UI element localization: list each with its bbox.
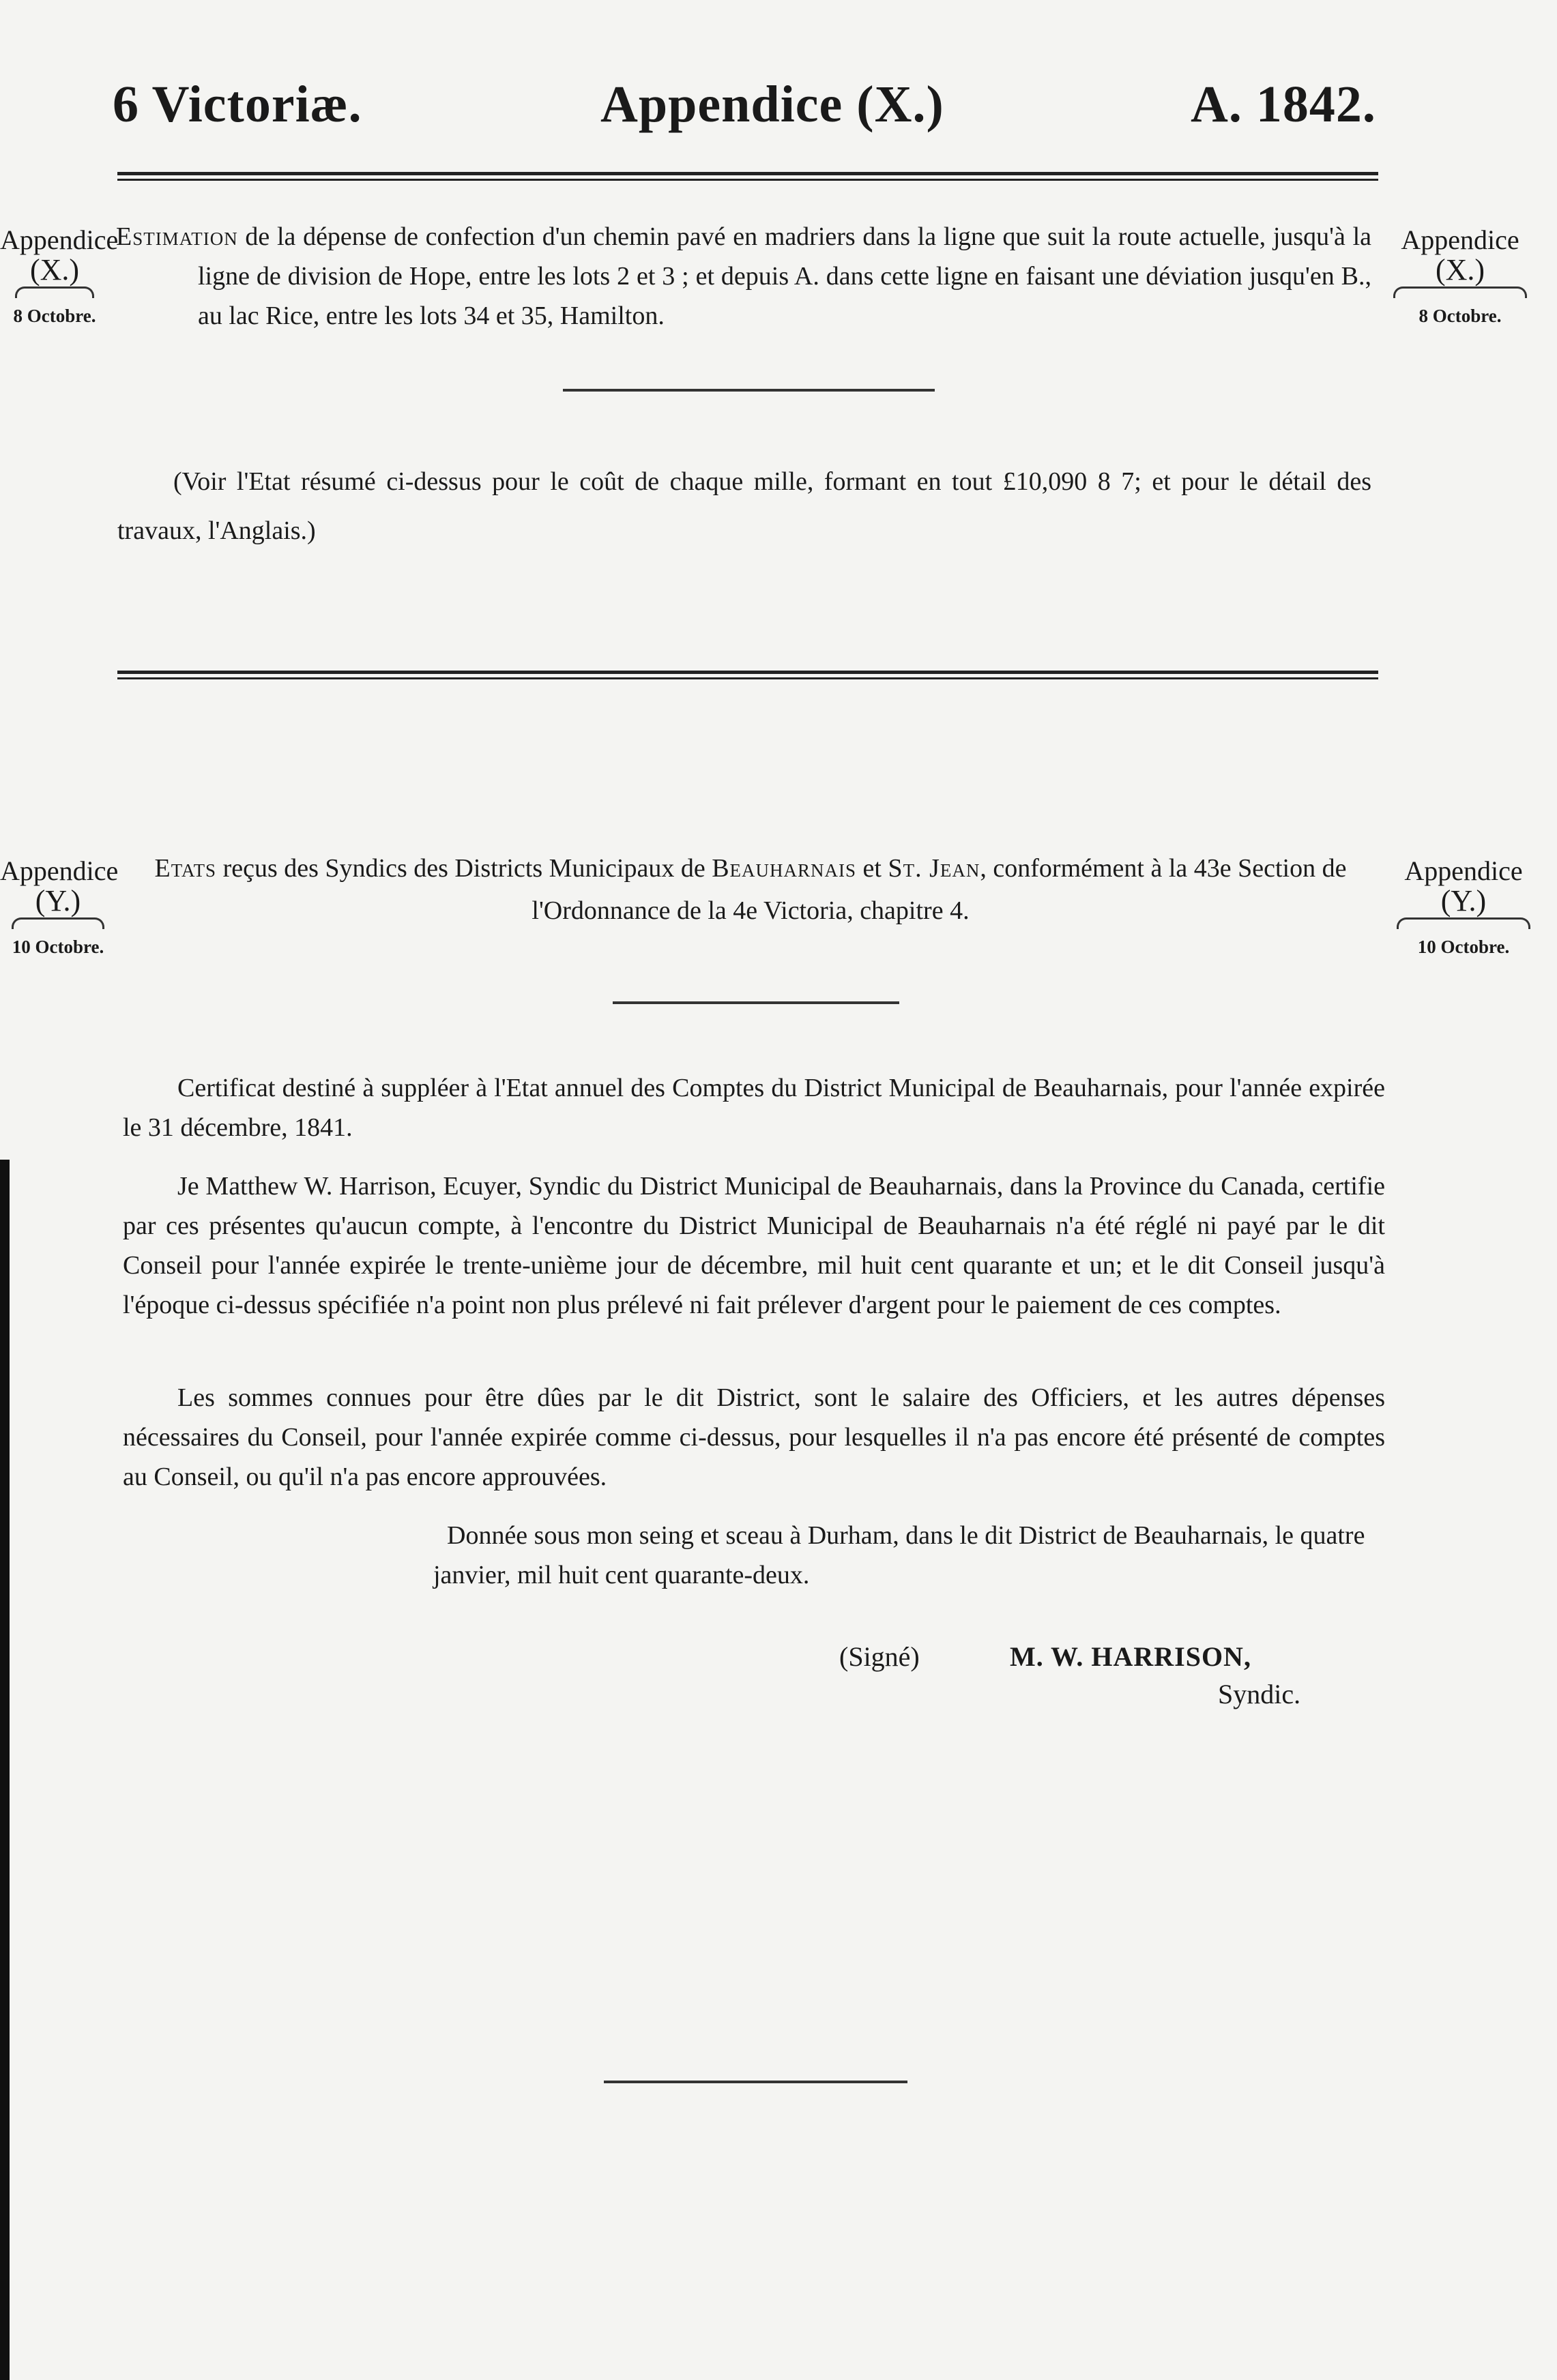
closing-rule bbox=[604, 2081, 907, 2083]
margin-date: 10 Octobre. bbox=[12, 937, 104, 957]
margin-label: Appendice bbox=[0, 224, 119, 255]
header-appendix: Appendice (X.) bbox=[600, 76, 944, 133]
section-x-title bbox=[116, 217, 1371, 336]
certificate-sums: Les sommes connues pour être dûes par le dit District, sont le salaire des Officiers, et les autres dépenses nécessaires du Conseil, pour l'année expirée comme ci-dessus, pour lesquelles il n'a pas encore été présenté de comptes au Conseil, ou qu'il n'a pas encore approuvées. bbox=[123, 1383, 1385, 1491]
brace-icon bbox=[1393, 287, 1527, 298]
section-y-title bbox=[123, 847, 1378, 932]
margin-note-right-y bbox=[1385, 856, 1542, 962]
certificate-given bbox=[123, 1516, 1385, 1595]
signatory-title: Syndic. bbox=[1218, 1679, 1301, 1709]
section-divider bbox=[613, 1001, 899, 1004]
header-regnal-year: 6 Victoriæ. bbox=[113, 76, 362, 133]
margin-ref: (Y.) bbox=[35, 884, 81, 917]
certificate-body: Je Matthew W. Harrison, Ecuyer, Syndic du District Municipal de Beauharnais, dans la Province du Canada, certifie par ces présentes qu'aucun compte, à l'encontre du District Municipal de Beauharnais n'a été réglé ni payé par le dit Conseil pour l'année expirée le trente-unième jour de décembre, mil huit cent quarante et un; et le dit Conseil jusqu'à l'époque ci-dessus spécifiée n'a point non plus prélevé ni fait prélever d'argent pour le paiement de ces comptes. bbox=[123, 1172, 1385, 1319]
section-y-place-st-jean: St. Jean bbox=[888, 854, 980, 883]
section-x-note: (Voir l'Etat résumé ci-dessus pour le coût de chaque mille, formant en tout £10,090 8 7; et pour le détail des travaux, l'Anglais.) bbox=[117, 467, 1371, 545]
section-x-title-rest: de la dépense de confection d'un chemin pavé en madriers dans la ligne que suit la route actuelle, jusqu'à la ligne de division de Hope, entre les lots 2 et 3 ; et depuis A. dans cette ligne en faisant une déviation jusqu'en B., au lac Rice, entre les lots 34 et 35, Hamilton. bbox=[198, 222, 1371, 330]
brace-icon bbox=[15, 287, 94, 298]
section-divider bbox=[563, 389, 935, 392]
section-y-place-beauharnais: Beauharnais bbox=[712, 854, 857, 883]
margin-note-left-x bbox=[0, 224, 119, 331]
margin-date: 8 Octobre. bbox=[1418, 306, 1502, 326]
margin-ref: (X.) bbox=[29, 253, 80, 287]
section-y-title-lead: Etats bbox=[154, 854, 217, 883]
section-y-title-mid2: et bbox=[862, 854, 882, 883]
section-x-title-lead: Estimation bbox=[116, 222, 238, 251]
header-double-rule bbox=[117, 172, 1378, 181]
margin-label: Appendice bbox=[0, 855, 119, 886]
section-double-rule bbox=[117, 671, 1378, 679]
margin-date: 10 Octobre. bbox=[1417, 937, 1510, 957]
brace-icon bbox=[12, 917, 104, 929]
signatory-name: M. W. HARRISON, bbox=[1010, 1641, 1251, 1672]
signed-label: (Signé) bbox=[839, 1641, 920, 1672]
section-y-title-mid1: reçus des Syndics des Districts Municipaux de bbox=[222, 854, 705, 883]
margin-label: Appendice bbox=[1404, 855, 1523, 886]
brace-icon bbox=[1397, 917, 1530, 929]
margin-ref: (Y.) bbox=[1440, 884, 1487, 917]
margin-label: Appendice bbox=[1401, 224, 1519, 255]
margin-note-left-y bbox=[0, 855, 119, 962]
certificate-given-text: Donnée sous mon seing et sceau à Durham, dans le dit District de Beauharnais, le quatre janvier, mil huit cent quarante-deux. bbox=[433, 1521, 1365, 1589]
certificate-intro: Certificat destiné à suppléer à l'Etat annuel des Comptes du District Municipal de Beauharnais, pour l'année expirée le 31 décembre, 1841. bbox=[123, 1074, 1385, 1142]
margin-ref: (X.) bbox=[1435, 253, 1485, 287]
margin-note-right-x bbox=[1382, 225, 1539, 331]
margin-date: 8 Octobre. bbox=[13, 306, 96, 326]
header-year: A. 1842. bbox=[1191, 76, 1376, 133]
section-y-title-rest: , conformément à la 43e Section de l'Ordonnance de la 4e Victoria, chapitre 4. bbox=[532, 854, 1347, 925]
page-edge-shadow bbox=[0, 1160, 10, 2380]
